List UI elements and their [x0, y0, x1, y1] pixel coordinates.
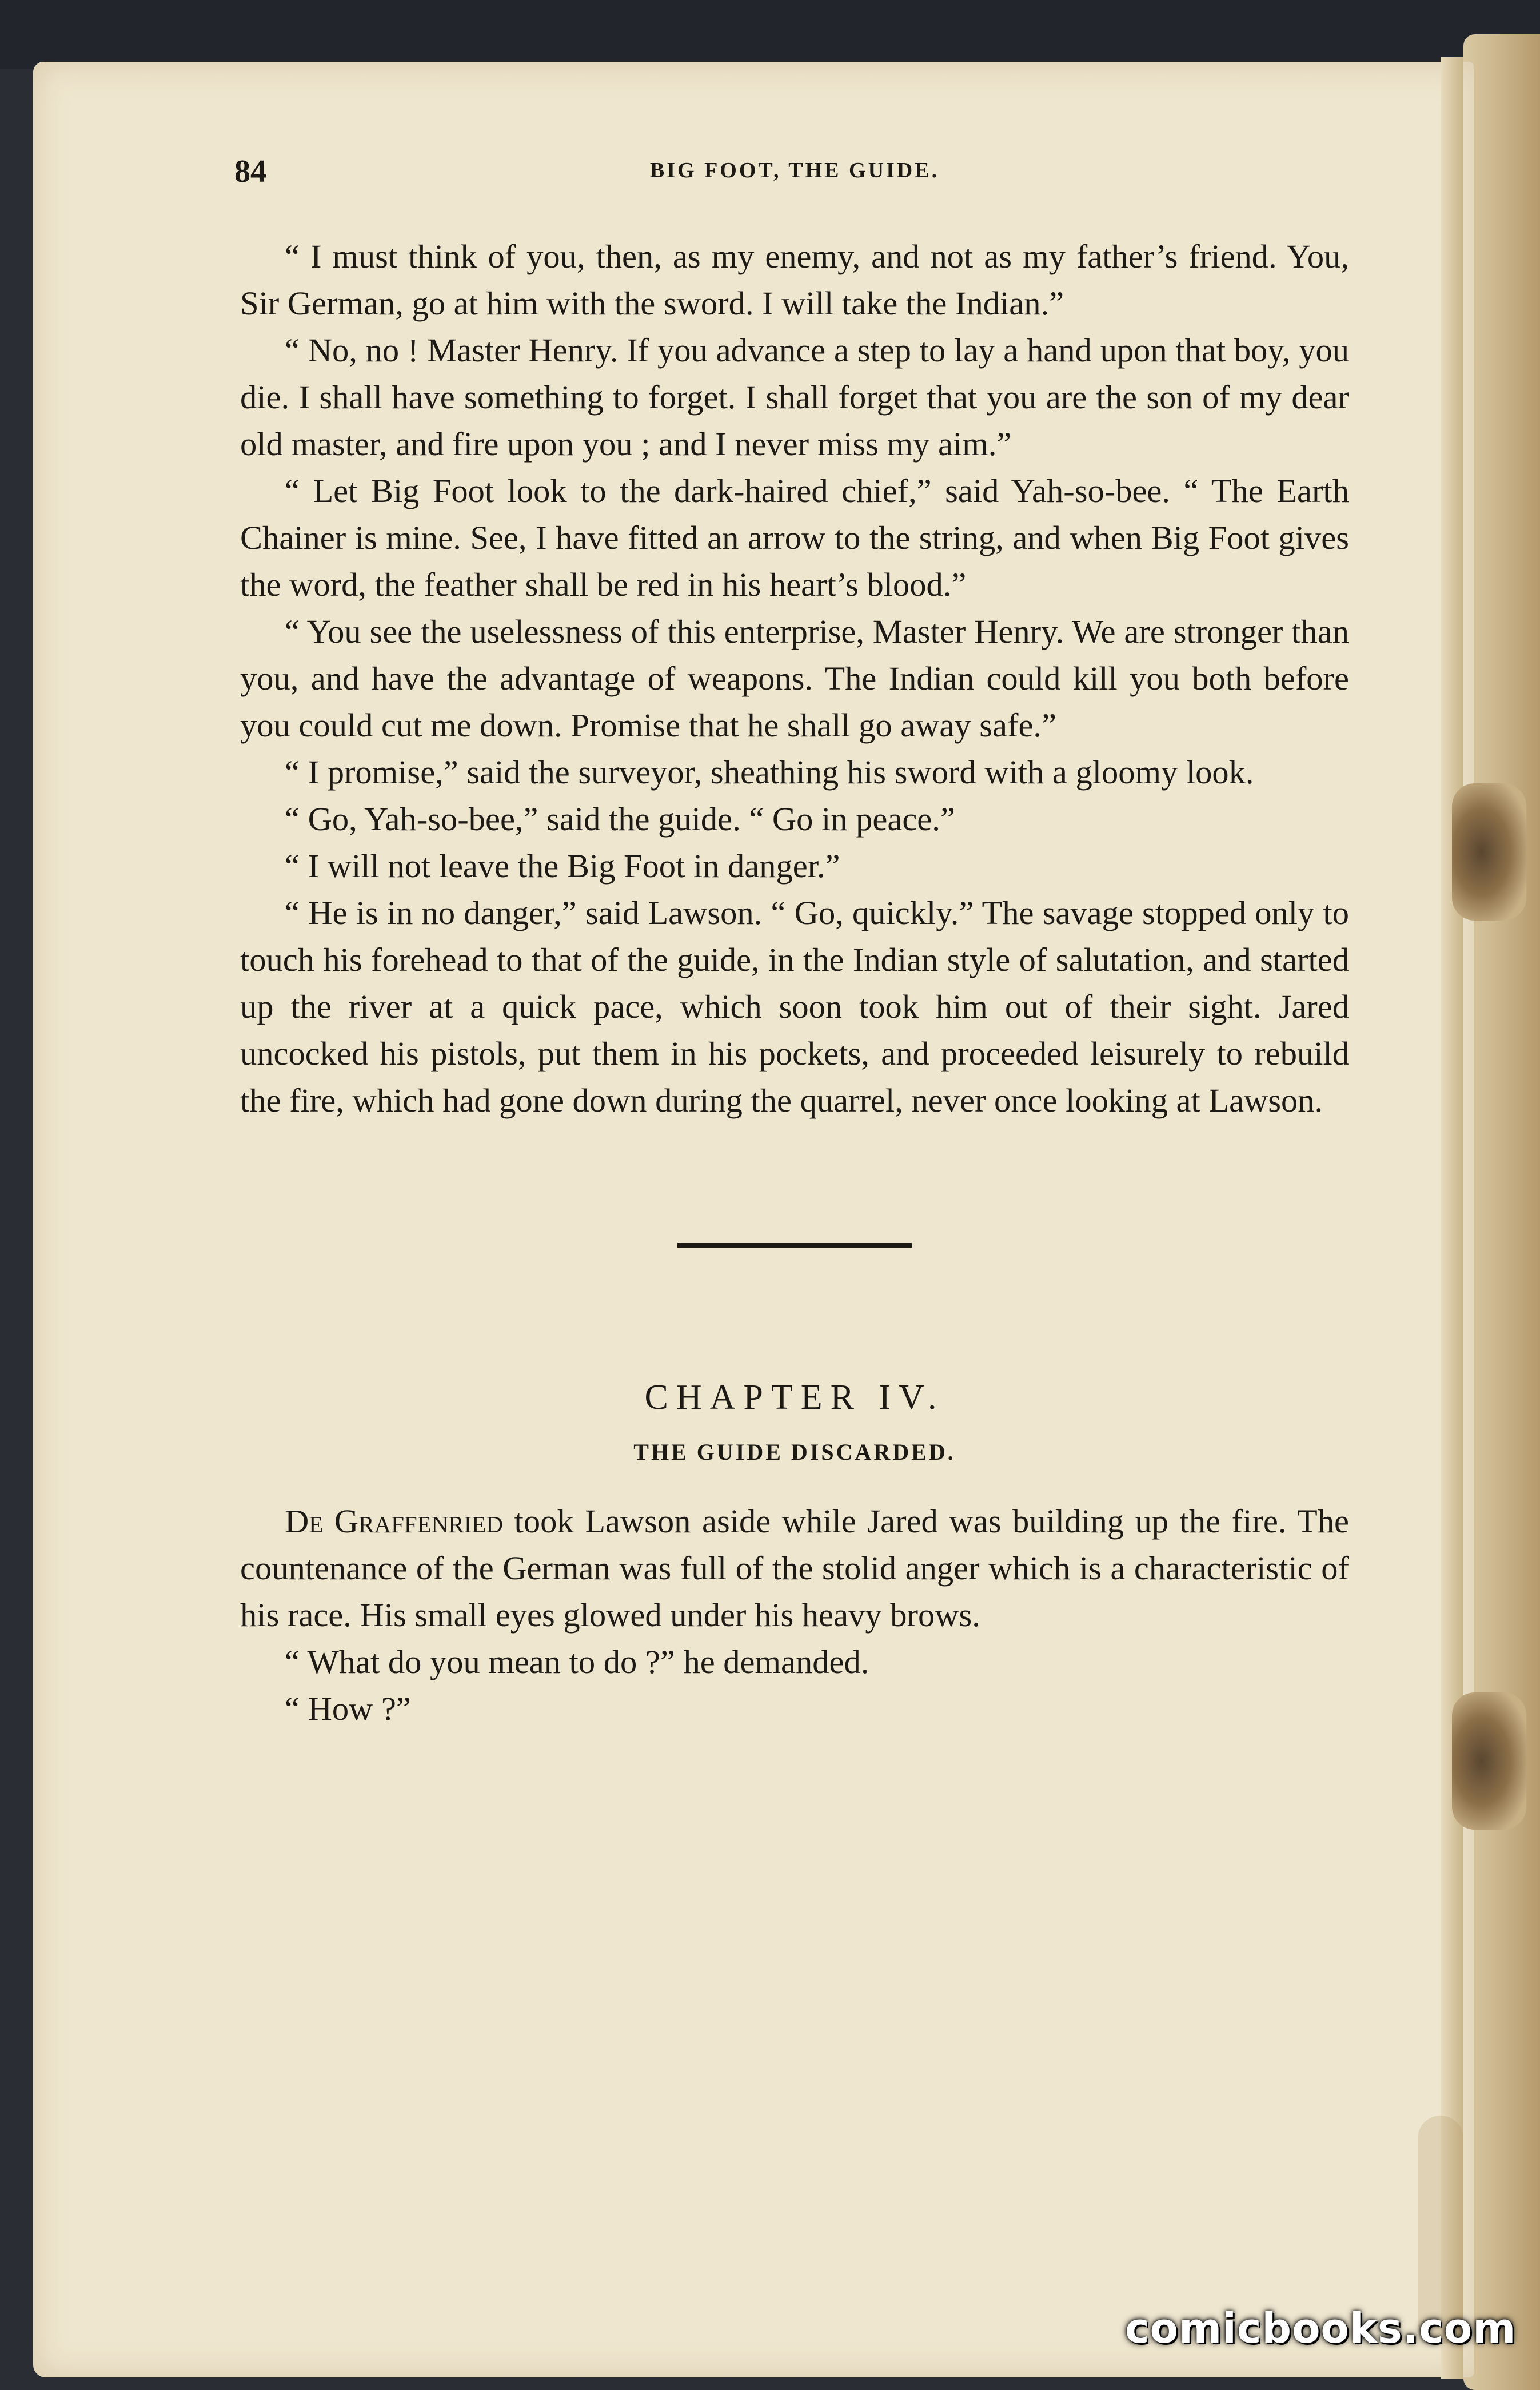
binding-tab-upper — [1452, 783, 1526, 921]
paragraph: “ He is in no danger,” said Lawson. “ Go, quickly.” The savage stopped only to touch his forehead to that of the guide, in the Indian style of salutation, and started up the river at a quick pace, which soon took him out of their sight. Jared uncocked his pistols, put them in his pockets, and proceeded leisurely to rebuild the fire, which had gone down during the quarrel, never once looking at Lawson. — [240, 894, 1349, 1119]
paragraph: “ I will not leave the Big Foot in danger.” — [285, 847, 840, 885]
paragraph: “ How ?” — [285, 1690, 411, 1727]
paragraph: “ What do you mean to do ?” he demanded. — [285, 1643, 869, 1680]
chapter-subtitle: THE GUIDE DISCARDED. — [633, 1439, 956, 1465]
watermark-logo: comicbooks.com — [1125, 2304, 1517, 2352]
chapter-first-paragraph — [240, 1498, 1349, 1639]
binding-tab-lower — [1452, 1692, 1526, 1830]
body-text — [240, 233, 1349, 1124]
page-content — [234, 153, 1349, 1732]
paragraph: “ Go, Yah-so-bee,” said the guide. “ Go in peace.” — [285, 800, 955, 838]
first-paragraph-text: took Lawson aside while Jared was building up the fire. The countenance of the German was full of the stolid anger which is a characteristic of his race. His small eyes glowed under his heavy brows. — [240, 1503, 1349, 1634]
paragraph: “ Let Big Foot look to the dark-haired chief,” said Yah-so-bee. “ The Earth Chainer is mine. See, I have fitted an arrow to the string, and when Big Foot gives the word, the feather shall be red in his heart’s blood.” — [240, 472, 1349, 603]
paragraph: “ I must think of you, then, as my enemy, and not as my father’s friend. You, Sir German, go at him with the sword. I will take the Indian.” — [240, 238, 1349, 322]
section-divider-rule — [677, 1243, 912, 1248]
page-number: 84 — [234, 154, 266, 189]
scan-background — [0, 0, 1540, 69]
running-title: BIG FOOT, THE GUIDE. — [649, 158, 940, 182]
paragraph: “ No, no ! Master Henry. If you advance a step to lay a hand upon that boy, you die. I shall have something to forget. I shall forget that you are the son of my dear old master, and fire upon you ; and I never miss my aim.” — [240, 332, 1349, 463]
chapter-body — [240, 1498, 1349, 1732]
lead-name: De Graffenried — [285, 1503, 503, 1540]
running-head — [234, 153, 1349, 193]
paragraph: “ You see the uselessness of this enterprise, Master Henry. We are stronger than you, and have the advantage of weapons. The Indian could kill you both before you could cut me down. Promise that he shall go away safe.” — [240, 613, 1349, 744]
adjacent-page-edge — [1463, 34, 1540, 2390]
chapter-heading: CHAPTER IV. — [644, 1378, 945, 1417]
paragraph: “ I promise,” said the surveyor, sheathing his sword with a gloomy look. — [285, 754, 1254, 791]
page-gutter — [1441, 57, 1463, 2379]
